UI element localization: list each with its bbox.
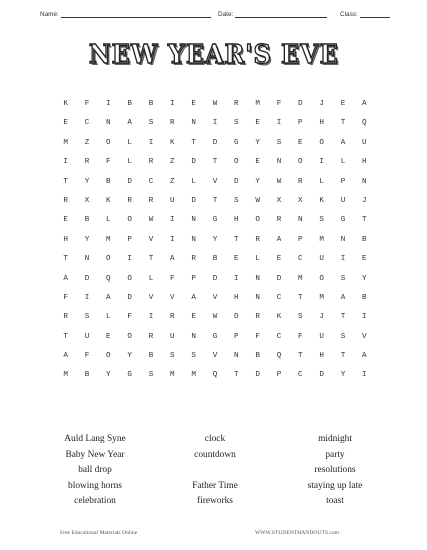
word-item: blowing horns (68, 480, 122, 491)
grid-letter: Y (84, 235, 90, 244)
grid-letter: T (298, 293, 303, 302)
grid-letter: H (319, 352, 324, 361)
grid-letter: D (212, 138, 218, 147)
grid-letter: X (276, 196, 282, 205)
grid-letter: D (127, 177, 132, 186)
word-column (35, 432, 155, 510)
grid-letter: V (148, 235, 154, 244)
grid-letter: A (63, 352, 68, 361)
grid-letter: R (148, 196, 154, 205)
grid-letter: H (234, 293, 239, 302)
grid-letter: Q (106, 274, 111, 283)
grid-letter: P (191, 274, 196, 283)
grid-letter: E (63, 119, 68, 128)
grid-letter: Y (255, 177, 260, 186)
grid-letter: L (148, 274, 154, 283)
grid-letter: I (148, 313, 154, 322)
grid-letter: X (298, 196, 303, 205)
grid-letter: A (362, 352, 367, 361)
grid-letter: M (319, 293, 324, 302)
grid-letter: T (212, 196, 218, 205)
grid-letter: S (340, 274, 346, 283)
grid-letter: P (340, 177, 346, 186)
grid-letter: N (191, 235, 196, 244)
grid-letter: B (127, 100, 132, 108)
grid-letter: B (84, 371, 90, 380)
grid-letter: N (298, 216, 303, 225)
grid-letter: L (127, 158, 132, 167)
grid-letter: Z (170, 158, 175, 167)
grid-letter: M (255, 100, 260, 108)
grid-letter: Y (127, 352, 132, 361)
grid-letter: E (191, 100, 196, 108)
grid-letter: I (170, 235, 175, 244)
grid-letter: F (298, 332, 303, 341)
grid-letter: R (170, 119, 175, 128)
grid-letter: O (234, 313, 239, 322)
grid-letter: E (234, 255, 239, 264)
grid-letter: T (63, 177, 68, 186)
grid-letter: T (362, 216, 367, 225)
grid-letter: F (276, 100, 282, 108)
grid-letter: I (362, 313, 367, 322)
word-search-grid (55, 95, 375, 386)
grid-letter: O (319, 138, 324, 147)
word-item: fireworks (197, 496, 233, 507)
grid-letter: R (234, 100, 239, 108)
grid-letter: C (298, 371, 303, 380)
grid-letter: V (148, 293, 154, 302)
grid-letter: L (191, 177, 196, 186)
grid-letter: C (148, 177, 154, 186)
grid-letter: B (148, 100, 154, 108)
grid-letter: N (84, 255, 90, 264)
word-item: Baby New Year (65, 449, 125, 460)
grid-letter: P (298, 235, 303, 244)
grid-letter: R (255, 313, 260, 322)
grid-letter: O (106, 255, 111, 264)
grid-letter: P (276, 371, 282, 380)
word-column (275, 432, 395, 510)
grid-letter: S (84, 313, 90, 322)
word-column (155, 432, 275, 510)
grid-letter: A (340, 138, 346, 147)
grid-letter: E (362, 255, 367, 264)
grid-letter: M (298, 274, 303, 283)
grid-letter: O (127, 216, 132, 225)
grid-letter: Y (255, 138, 260, 147)
grid-letter: M (63, 138, 68, 147)
grid-letter: U (170, 332, 175, 341)
word-item: party (325, 449, 345, 460)
grid-letter: D (276, 274, 282, 283)
grid-letter: F (106, 158, 111, 167)
grid-letter: J (362, 196, 367, 205)
grid-letter: I (170, 100, 175, 108)
grid-letter: I (276, 119, 282, 128)
grid-letter: L (106, 313, 111, 322)
word-item: Father Time (192, 480, 238, 491)
grid-letter: V (362, 332, 367, 341)
grid-letter: R (148, 332, 154, 341)
grid-letter: L (106, 216, 111, 225)
grid-letter: N (234, 352, 239, 361)
date-field[interactable] (218, 10, 327, 18)
class-field[interactable] (340, 10, 390, 18)
grid-letter: I (340, 255, 346, 264)
grid-letter: J (319, 313, 324, 322)
grid-letter: I (84, 293, 90, 302)
word-item: toast (326, 496, 344, 507)
grid-letter: D (212, 274, 218, 283)
grid-letter: Z (170, 177, 175, 186)
grid-letter: S (148, 371, 154, 380)
grid-letter: B (148, 352, 154, 361)
grid-letter: O (298, 158, 303, 167)
word-item: ball drop (78, 465, 112, 476)
grid-letter: G (212, 332, 218, 341)
word-item: midnight (318, 434, 352, 444)
grid-letter: R (84, 158, 90, 167)
grid-letter: E (298, 138, 303, 147)
grid-letter: R (170, 313, 175, 322)
grid-letter: Q (212, 371, 218, 380)
grid-letter: I (127, 255, 132, 264)
grid-letter: A (106, 293, 111, 302)
grid-letter: S (148, 119, 154, 128)
grid-letter: V (170, 293, 175, 302)
grid-letter: A (127, 119, 132, 128)
grid-letter: R (191, 255, 196, 264)
grid-letter: F (170, 274, 175, 283)
grid-letter: O (234, 158, 239, 167)
grid-letter: D (255, 371, 260, 380)
header (40, 10, 400, 22)
grid-letter: O (319, 274, 324, 283)
title-wrap (0, 40, 427, 70)
grid-letter: F (84, 352, 90, 361)
grid-letter: D (234, 177, 239, 186)
grid-letter: N (255, 274, 260, 283)
grid-letter: E (255, 158, 260, 167)
grid-letter: G (340, 216, 346, 225)
grid-letter: N (276, 158, 282, 167)
grid-letter: D (319, 371, 324, 380)
grid-letter: L (255, 255, 260, 264)
grid-letter: D (127, 293, 132, 302)
grid-letter: W (255, 196, 260, 205)
grid-letter: M (191, 371, 196, 380)
grid-letter: K (170, 138, 175, 147)
page-title: NEW YEAR'S EVE (88, 40, 339, 70)
grid-letter: V (212, 293, 218, 302)
grid-letter: N (106, 119, 111, 128)
grid-letter: L (127, 138, 132, 147)
grid-letter: M (63, 371, 68, 380)
grid-letter: S (276, 138, 282, 147)
grid-letter: R (255, 235, 260, 244)
grid-letter: W (148, 216, 154, 225)
grid-letter: I (212, 119, 218, 128)
grid-letter: A (191, 293, 196, 302)
grid-letter: M (170, 371, 175, 380)
grid-letter: Y (84, 177, 90, 186)
grid-letter: H (319, 119, 324, 128)
grid-letter: R (148, 158, 154, 167)
grid-letter: F (255, 332, 260, 341)
class-label: Class: (340, 11, 358, 18)
grid-letter: W (212, 100, 218, 108)
grid-letter: D (298, 100, 303, 108)
grid-letter: K (106, 196, 111, 205)
grid-letter: A (63, 274, 68, 283)
grid-letter: N (362, 177, 367, 186)
grid-letter: T (234, 235, 239, 244)
grid-letter: T (63, 255, 68, 264)
grid-letter: A (276, 235, 282, 244)
grid-letter: I (234, 274, 239, 283)
grid-letter: N (340, 235, 346, 244)
grid-letter: T (340, 313, 346, 322)
grid-letter: S (170, 352, 175, 361)
grid-letter: T (148, 255, 154, 264)
date-line[interactable] (235, 10, 327, 18)
grid-letter: P (298, 119, 303, 128)
grid-letter: U (362, 138, 367, 147)
grid-letter: T (63, 332, 68, 341)
grid-letter: R (276, 216, 282, 225)
grid-letter: T (234, 371, 239, 380)
grid-letter: S (298, 313, 303, 322)
grid-letter: S (191, 352, 196, 361)
grid-letter: B (84, 216, 90, 225)
grid-letter: V (212, 177, 218, 186)
grid-letter: I (319, 158, 324, 167)
date-label: Date: (218, 11, 234, 18)
grid-letter: K (319, 196, 324, 205)
grid-letter: X (84, 196, 90, 205)
grid-letter: R (63, 313, 68, 322)
grid-letter: T (340, 352, 346, 361)
grid-letter: A (362, 100, 367, 108)
grid-letter: H (63, 235, 68, 244)
grid-letter: D (84, 274, 90, 283)
grid-letter: M (319, 235, 324, 244)
grid-letter: S (234, 119, 239, 128)
grid-letter: B (362, 235, 367, 244)
grid-letter: A (340, 293, 346, 302)
name-label: Name: (40, 11, 59, 18)
grid-letter: C (276, 332, 282, 341)
grid-letter: N (191, 332, 196, 341)
grid-letter: B (362, 293, 367, 302)
name-line[interactable] (61, 10, 211, 18)
word-item: celebration (74, 496, 116, 507)
grid-letter: D (191, 158, 196, 167)
grid-letter: T (298, 352, 303, 361)
grid-letter: N (191, 119, 196, 128)
grid-letter: B (212, 255, 218, 264)
grid-letter: E (340, 100, 346, 108)
grid-letter: S (319, 216, 324, 225)
grid-letter: K (276, 313, 282, 322)
class-line[interactable] (360, 10, 390, 18)
grid-letter: I (170, 216, 175, 225)
name-field[interactable] (40, 10, 211, 18)
grid-letter: D (191, 196, 196, 205)
grid-letter: E (63, 216, 68, 225)
grid-letter: U (170, 196, 175, 205)
grid-letter: H (362, 158, 367, 167)
grid-letter: V (212, 352, 218, 361)
grid-letter: I (148, 138, 154, 147)
grid-letter: O (106, 352, 111, 361)
grid-letter: Y (212, 235, 218, 244)
grid-letter: B (255, 352, 260, 361)
grid-letter: N (255, 293, 260, 302)
grid-letter: N (191, 216, 196, 225)
word-item: Auld Lang Syne (64, 434, 126, 444)
grid-letter: O (106, 138, 111, 147)
grid-letter: F (84, 100, 90, 108)
grid-letter: S (234, 196, 239, 205)
footer-right-text: WWW.STUDENTHANDOUTS.com (255, 530, 339, 536)
grid-letter: E (106, 332, 111, 341)
grid-letter: K (63, 100, 68, 108)
grid-letter: R (63, 196, 68, 205)
grid-letter: B (106, 177, 111, 186)
grid-letter: L (319, 177, 324, 186)
grid-letter: Y (106, 371, 111, 380)
grid-letter: J (319, 100, 324, 108)
grid-letter: T (340, 119, 346, 128)
grid-letter: C (276, 293, 282, 302)
grid-letter: Q (276, 352, 282, 361)
grid-letter: F (127, 313, 132, 322)
grid-letter: U (319, 255, 324, 264)
grid-letter: I (63, 158, 68, 167)
word-item: resolutions (314, 465, 356, 476)
grid-letter: I (362, 371, 367, 380)
grid-letter: Z (84, 138, 90, 147)
footer (0, 530, 427, 540)
footer-left-text: Free Educational Materials Online (60, 530, 138, 536)
grid-letter: C (84, 119, 90, 128)
grid-letter: W (276, 177, 282, 186)
grid-letter: Y (362, 274, 367, 283)
grid-letter: W (212, 313, 218, 322)
grid-letter: U (340, 196, 346, 205)
word-item: clock (204, 434, 226, 444)
grid-letter: P (234, 332, 239, 341)
grid-letter: G (127, 371, 132, 380)
grid-letter: E (276, 255, 282, 264)
grid-letter: R (127, 196, 132, 205)
grid-letter: Q (362, 119, 367, 128)
grid-letter: E (255, 119, 260, 128)
grid-letter: H (234, 216, 239, 225)
grid-letter: O (127, 332, 132, 341)
grid-letter: I (106, 100, 111, 108)
grid-letter: A (170, 255, 175, 264)
grid-letter: F (63, 293, 68, 302)
grid-letter: Y (340, 371, 346, 380)
grid-letter: T (191, 138, 196, 147)
grid-letter: C (298, 255, 303, 264)
grid-letter: U (84, 332, 90, 341)
grid-letter: E (191, 313, 196, 322)
grid-letter: T (212, 158, 218, 167)
word-item: staying up late (307, 480, 363, 491)
grid-letter: S (340, 332, 346, 341)
word-item: countdown (194, 449, 236, 460)
grid-letter: O (255, 216, 260, 225)
grid-letter: L (340, 158, 346, 167)
grid-letter: U (319, 332, 324, 341)
grid-letter: O (127, 274, 132, 283)
grid-letter: R (298, 177, 303, 186)
grid-letter: G (234, 138, 239, 147)
grid-letter: G (212, 216, 218, 225)
grid-letter: P (127, 235, 132, 244)
word-list (35, 432, 395, 510)
grid-letter: M (106, 235, 111, 244)
